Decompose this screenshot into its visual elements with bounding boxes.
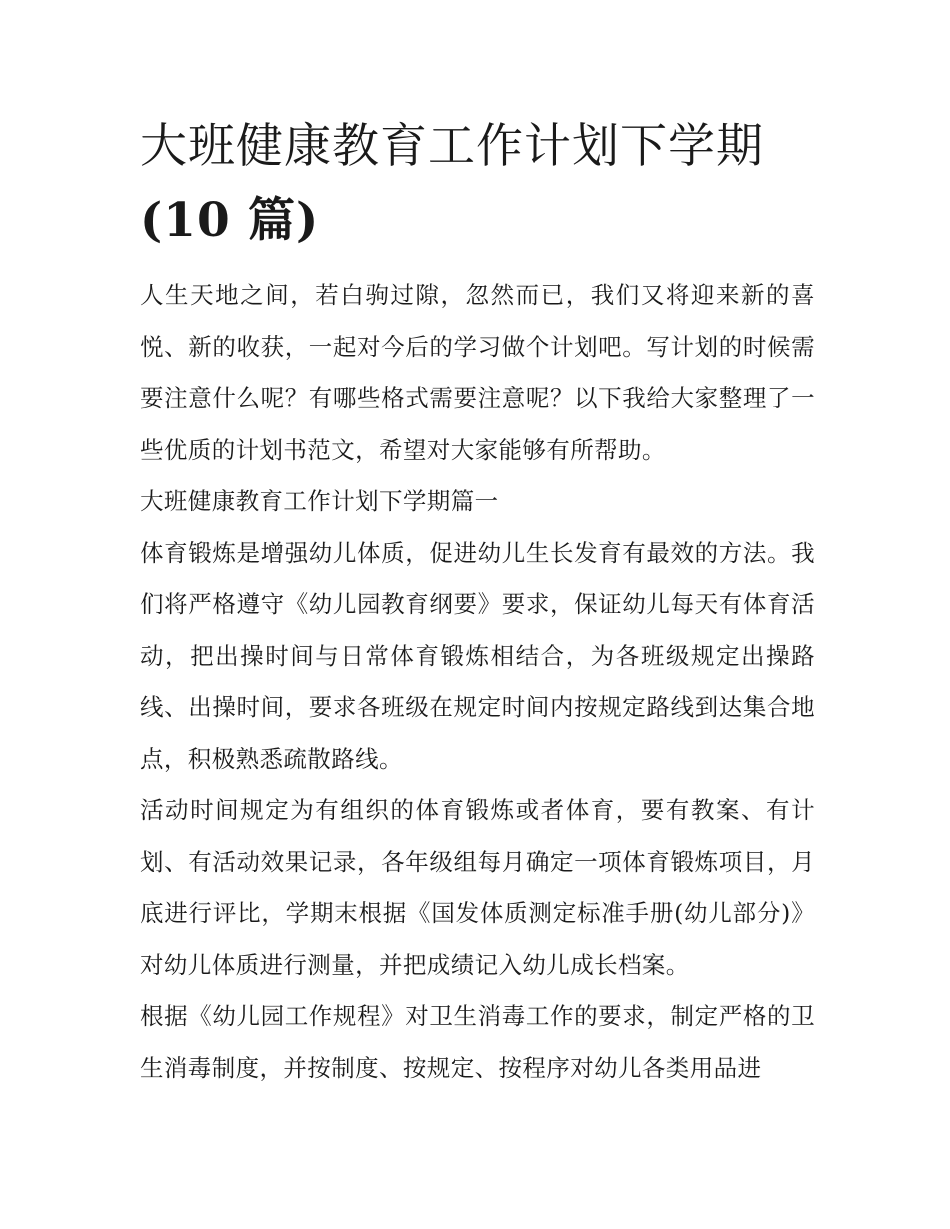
intro-paragraph: 人生天地之间，若白驹过隙，忽然而已，我们又将迎来新的喜悦、新的收获，一起对今后的学习做个计划吧。写计划的时候需要注意什么呢？有哪些格式需要注意呢？以下我给大家整理了一些优质的计划书范文，希望对大家能够有所帮助。 bbox=[140, 281, 815, 464]
document-title bbox=[140, 110, 815, 258]
title-count: (10 篇) bbox=[140, 193, 320, 248]
body-paragraph-3: 根据《幼儿园工作规程》对卫生消毒工作的要求，制定严格的卫生消毒制度，并按制度、按规定、按程序对幼儿各类用品进 bbox=[140, 1002, 815, 1082]
section-heading: 大班健康教育工作计划下学期篇一 bbox=[140, 487, 499, 515]
body-paragraph-2: 活动时间规定为有组织的体育锻炼或者体育，要有教案、有计划、有活动效果记录，各年级组每月确定一项体育锻炼项目，月底进行评比，学期末根据《国发体质测定标准手册(幼儿部分)》对幼儿体质进行测量，并把成绩记入幼儿成长档案。 bbox=[140, 796, 815, 979]
document-page bbox=[140, 110, 815, 1094]
body-paragraph-1: 体育锻炼是增强幼儿体质，促进幼儿生长发育有最效的方法。我们将严格遵守《幼儿园教育纲要》要求，保证幼儿每天有体育活动，把出操时间与日常体育锻炼相结合，为各班级规定出操路线、出操时间，要求各班级在规定时间内按规定路线到达集合地点，积极熟悉疏散路线。 bbox=[140, 538, 815, 773]
title-main: 大班健康教育工作计划下学期 bbox=[140, 119, 764, 174]
